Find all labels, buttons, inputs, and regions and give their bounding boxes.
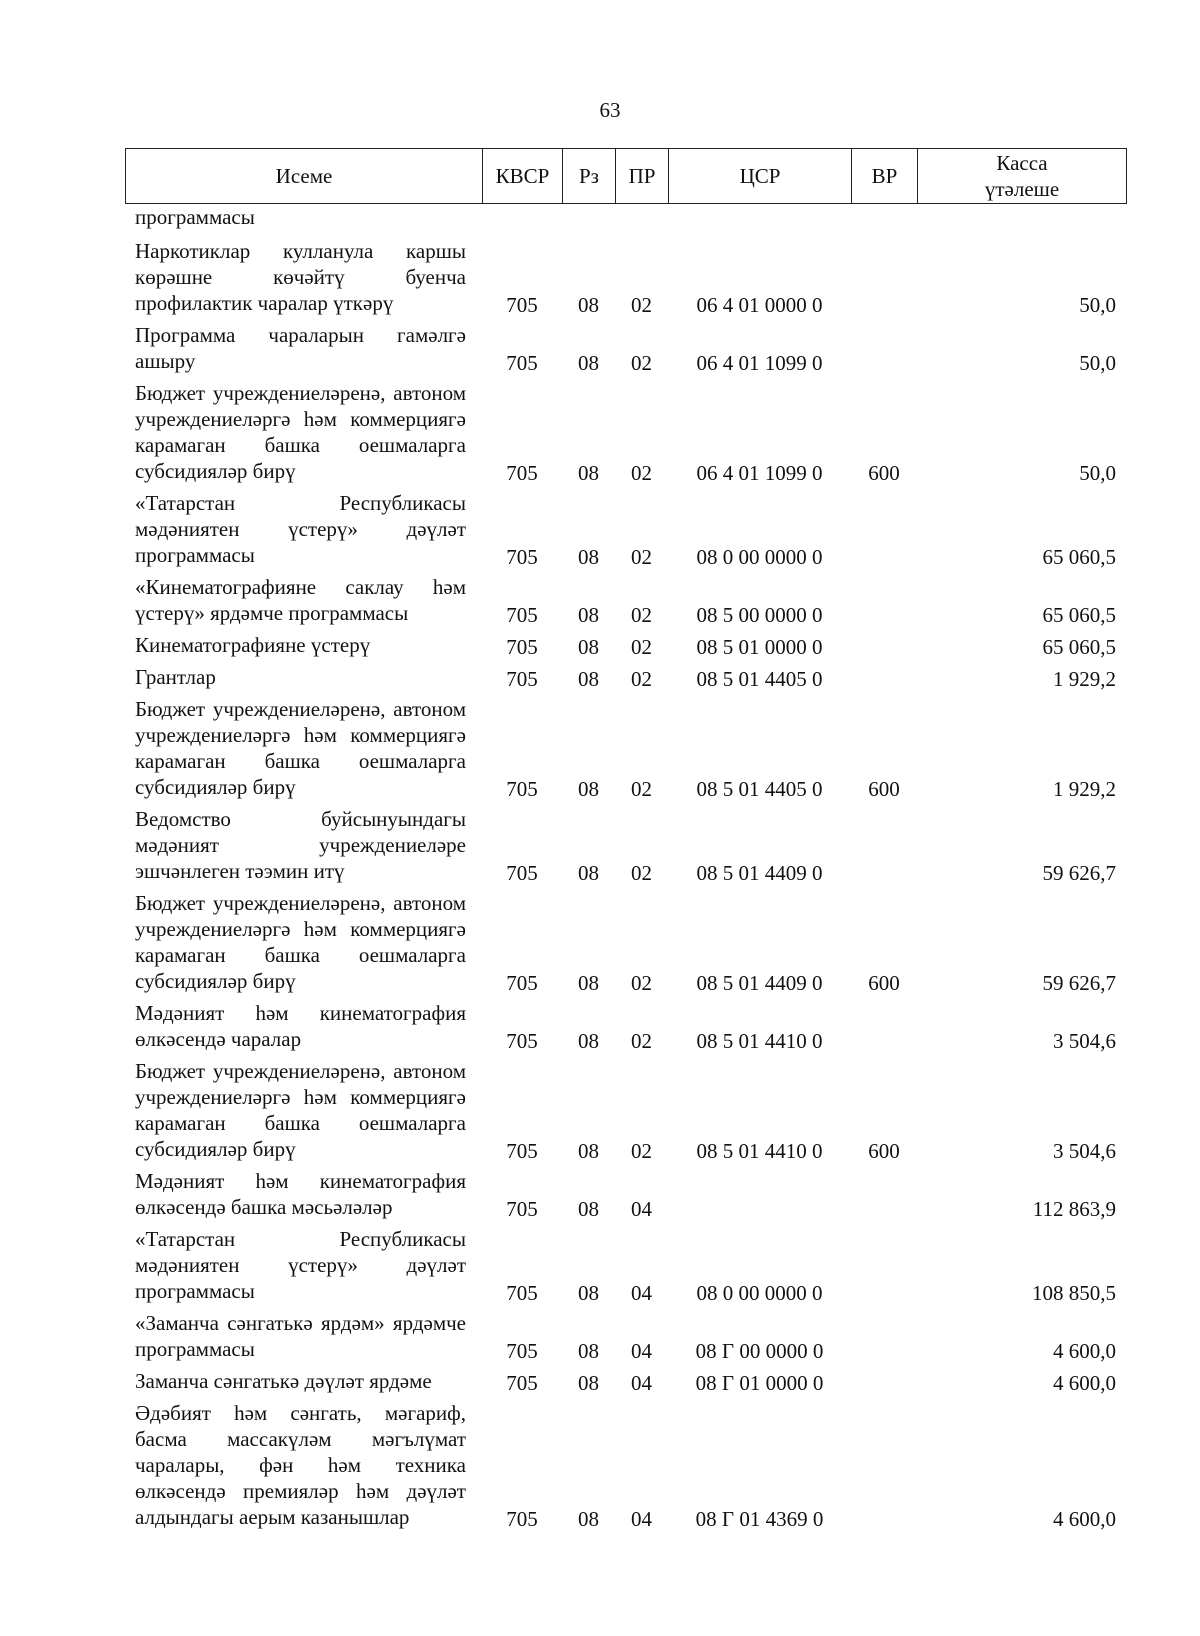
row-rz: 08 xyxy=(578,1281,599,1305)
row-amount: 59 626,7 xyxy=(1042,861,1116,885)
row-pr: 02 xyxy=(631,1139,652,1163)
row-name: «Татарстан Республикасы мәдәниятен үстерү» дәүләт программасы xyxy=(135,491,466,567)
row-amount: 1 929,2 xyxy=(1053,667,1116,691)
row-vr xyxy=(851,1222,917,1306)
row-pr: 02 xyxy=(631,971,652,995)
row-amount: 65 060,5 xyxy=(1042,603,1116,627)
row-amount: 112 863,9 xyxy=(1032,1197,1116,1221)
table-row xyxy=(125,570,1126,628)
row-name: Программа чараларын гамәлгә ашыру xyxy=(135,323,466,373)
row-pr: 04 xyxy=(631,1371,652,1395)
row-amount: 3 504,6 xyxy=(1053,1139,1116,1163)
row-rz: 08 xyxy=(578,1507,599,1531)
row-rz: 08 xyxy=(578,861,599,885)
row-csr: 08 5 01 0000 0 xyxy=(696,635,823,659)
row-amount: 108 850,5 xyxy=(1032,1281,1116,1305)
table-row xyxy=(125,886,1126,996)
row-amount: 3 504,6 xyxy=(1053,1029,1116,1053)
row-pr: 02 xyxy=(631,351,652,375)
row-name: «Кинематографияне саклау һәм үстерү» ярдәмче программасы xyxy=(135,575,466,625)
row-kvsr: 705 xyxy=(506,461,538,485)
row-pr: 02 xyxy=(631,293,652,317)
row-pr: 02 xyxy=(631,635,652,659)
row-rz: 08 xyxy=(578,667,599,691)
row-rz: 08 xyxy=(578,351,599,375)
row-vr xyxy=(851,996,917,1054)
row-amount: 4 600,0 xyxy=(1053,1371,1116,1395)
row-rz: 08 xyxy=(578,293,599,317)
table-row xyxy=(125,996,1126,1054)
row-name: Мәдәният һәм кинематография өлкәсендә башка мәсьәләләр xyxy=(135,1169,466,1219)
table-row xyxy=(125,1396,1126,1532)
table-row xyxy=(125,1222,1126,1306)
header-pr: ПР xyxy=(616,149,669,204)
row-name: Бюджет учреждениеләренә, автоном учреждениеләргә һәм коммерциягә карамаган башка оешмаларга субсидияләр бирү xyxy=(135,697,466,799)
row-csr: 08 Г 01 4369 0 xyxy=(695,1507,824,1531)
table-row xyxy=(125,486,1126,570)
row-csr: 08 0 00 0000 0 xyxy=(696,1281,823,1305)
row-rz: 08 xyxy=(578,777,599,801)
row-csr: 08 5 01 4410 0 xyxy=(696,1029,823,1053)
row-pr: 04 xyxy=(631,1507,652,1531)
row-kvsr: 705 xyxy=(506,1029,538,1053)
continuation-row xyxy=(125,204,1126,234)
row-kvsr: 705 xyxy=(506,351,538,375)
row-pr: 04 xyxy=(631,1281,652,1305)
header-amount-line1: Касса xyxy=(996,151,1048,175)
row-kvsr: 705 xyxy=(506,971,538,995)
row-name: «Заманча сәнгатькә ярдәм» ярдәмче программасы xyxy=(135,1311,466,1361)
table-row xyxy=(125,1364,1126,1396)
row-name: Ведомство буйсынуындагы мәдәният учреждениеләре эшчәнлеген тәэмин итү xyxy=(135,807,466,883)
row-vr: 600 xyxy=(868,971,900,995)
row-pr: 02 xyxy=(631,667,652,691)
row-csr: 06 4 01 1099 0 xyxy=(696,461,823,485)
table-row xyxy=(125,1306,1126,1364)
row-csr: 08 5 00 0000 0 xyxy=(696,603,823,627)
row-pr: 04 xyxy=(631,1339,652,1363)
row-vr xyxy=(851,1164,917,1222)
table-row xyxy=(125,1164,1126,1222)
row-rz: 08 xyxy=(578,1371,599,1395)
row-kvsr: 705 xyxy=(506,1197,538,1221)
row-pr: 02 xyxy=(631,603,652,627)
row-vr xyxy=(851,802,917,886)
row-vr xyxy=(851,660,917,692)
row-kvsr: 705 xyxy=(506,861,538,885)
header-vr: ВР xyxy=(852,149,918,204)
row-rz: 08 xyxy=(578,1197,599,1221)
header-name: Исеме xyxy=(126,149,483,204)
row-kvsr: 705 xyxy=(506,1507,538,1531)
row-kvsr: 705 xyxy=(506,777,538,801)
row-kvsr: 705 xyxy=(506,1339,538,1363)
row-vr xyxy=(851,1396,917,1532)
row-kvsr: 705 xyxy=(506,545,538,569)
header-rz: Рз xyxy=(563,149,616,204)
row-kvsr: 705 xyxy=(506,603,538,627)
row-amount: 50,0 xyxy=(1079,461,1116,485)
row-name: Кинематографияне үстерү xyxy=(135,633,371,657)
row-rz: 08 xyxy=(578,461,599,485)
page-number: 63 xyxy=(599,98,621,122)
continuation-text: программасы xyxy=(135,205,255,229)
row-amount: 59 626,7 xyxy=(1042,971,1116,995)
row-amount: 50,0 xyxy=(1079,351,1116,375)
row-pr: 02 xyxy=(631,1029,652,1053)
row-vr: 600 xyxy=(868,461,900,485)
row-name: Бюджет учреждениеләренә, автоном учреждениеләргә һәм коммерциягә карамаган башка оешмаларга субсидияләр бирү xyxy=(135,381,466,483)
row-csr: 06 4 01 0000 0 xyxy=(696,293,823,317)
row-csr: 08 5 01 4405 0 xyxy=(696,777,823,801)
row-kvsr: 705 xyxy=(506,667,538,691)
row-name: «Татарстан Республикасы мәдәниятен үстерү» дәүләт программасы xyxy=(135,1227,466,1303)
table-row xyxy=(125,628,1126,660)
row-amount: 1 929,2 xyxy=(1053,777,1116,801)
row-name: Мәдәният һәм кинематография өлкәсендә чаралар xyxy=(135,1001,466,1051)
row-pr: 02 xyxy=(631,461,652,485)
row-vr xyxy=(851,1364,917,1396)
row-amount: 65 060,5 xyxy=(1042,545,1116,569)
row-rz: 08 xyxy=(578,971,599,995)
row-amount: 4 600,0 xyxy=(1053,1339,1116,1363)
row-kvsr: 705 xyxy=(506,635,538,659)
row-vr xyxy=(851,486,917,570)
table-row xyxy=(125,660,1126,692)
budget-table xyxy=(125,204,1126,1532)
row-name: Бюджет учреждениеләренә, автоном учреждениеләргә һәм коммерциягә карамаган башка оешмаларга субсидияләр бирү xyxy=(135,1059,466,1161)
row-vr xyxy=(851,318,917,376)
row-vr xyxy=(851,1306,917,1364)
row-rz: 08 xyxy=(578,1339,599,1363)
header-amount xyxy=(918,149,1127,204)
header-amount-line2: үтәлеше xyxy=(984,177,1060,201)
row-csr: 08 5 01 4409 0 xyxy=(696,971,823,995)
row-csr: 08 Г 01 0000 0 xyxy=(695,1371,824,1395)
row-pr: 02 xyxy=(631,545,652,569)
table-row xyxy=(125,802,1126,886)
row-vr: 600 xyxy=(868,777,900,801)
row-vr xyxy=(851,234,917,318)
row-kvsr: 705 xyxy=(506,293,538,317)
row-pr: 02 xyxy=(631,777,652,801)
row-csr: 06 4 01 1099 0 xyxy=(696,351,823,375)
table-row xyxy=(125,318,1126,376)
row-name: Әдәбият һәм сәнгать, мәгариф, басма массакүләм мәгълүмат чаралары, фән һәм техника өлкәсендә премияләр һәм дәүләт алдындагы аерым казанышлар xyxy=(135,1401,466,1529)
row-rz: 08 xyxy=(578,1029,599,1053)
row-pr: 04 xyxy=(631,1197,652,1221)
header-csr: ЦСР xyxy=(669,149,852,204)
row-amount: 50,0 xyxy=(1079,293,1116,317)
header-kvsr: КВСР xyxy=(483,149,563,204)
row-amount: 65 060,5 xyxy=(1042,635,1116,659)
row-kvsr: 705 xyxy=(506,1371,538,1395)
row-pr: 02 xyxy=(631,861,652,885)
row-name: Бюджет учреждениеләренә, автоном учреждениеләргә һәм коммерциягә карамаган башка оешмаларга субсидияләр бирү xyxy=(135,891,466,993)
row-csr: 08 5 01 4405 0 xyxy=(696,667,823,691)
row-rz: 08 xyxy=(578,603,599,627)
table-row xyxy=(125,1054,1126,1164)
row-rz: 08 xyxy=(578,545,599,569)
row-amount: 4 600,0 xyxy=(1053,1507,1116,1531)
row-rz: 08 xyxy=(578,1139,599,1163)
row-kvsr: 705 xyxy=(506,1139,538,1163)
row-name: Грантлар xyxy=(135,665,216,689)
row-vr xyxy=(851,570,917,628)
row-csr xyxy=(668,1164,851,1222)
row-csr: 08 Г 00 0000 0 xyxy=(695,1339,824,1363)
row-kvsr: 705 xyxy=(506,1281,538,1305)
table-row xyxy=(125,376,1126,486)
row-rz: 08 xyxy=(578,635,599,659)
row-vr xyxy=(851,628,917,660)
table-header xyxy=(125,148,1127,204)
row-csr: 08 0 00 0000 0 xyxy=(696,545,823,569)
row-vr: 600 xyxy=(868,1139,900,1163)
table-row xyxy=(125,234,1126,318)
row-name: Наркотиклар кулланула каршы көрәшне көчәйтү буенча профилактик чаралар үткәрү xyxy=(135,239,466,315)
table-row xyxy=(125,692,1126,802)
row-csr: 08 5 01 4410 0 xyxy=(696,1139,823,1163)
row-csr: 08 5 01 4409 0 xyxy=(696,861,823,885)
row-name: Заманча сәнгатькә дәүләт ярдәме xyxy=(135,1369,432,1393)
